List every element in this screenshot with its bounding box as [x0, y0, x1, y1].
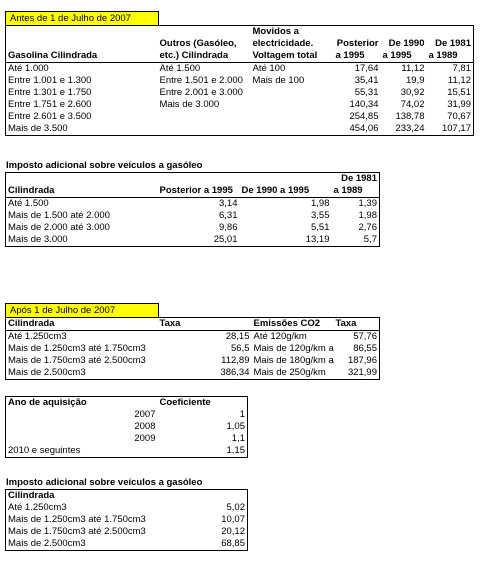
header-ano-aquisicao: Ano de aquisição — [8, 397, 87, 408]
header-cilindrada: Cilindrada — [8, 185, 55, 196]
table-row: Até 1.250cm3 5,02 — [8, 502, 245, 513]
table-row: Entre 1.001 e 1.300 Entre 1.501 e 2.000 Mais de 100 35,41 19,9 11,12 — [8, 75, 471, 86]
table-diesel-tax-after-2007 — [5, 489, 248, 551]
header-electric-line3: Voltagem total — [252, 50, 318, 61]
table-row: Até 1.500 3,14 1,98 1,39 — [6, 198, 380, 211]
table-row: Mais de 2.500cm3 68,85 — [8, 538, 245, 549]
banner-after-july-2007: Após 1 de Julho de 2007 — [5, 303, 159, 318]
table-row: Mais de 1.750cm3 até 2.500cm3 112,89 Mais de 180g/km a 187,96 — [8, 355, 377, 366]
table-acquisition-coefficient — [5, 396, 248, 458]
header-1990-line1: De 1990 — [388, 38, 425, 49]
header-electric-line1: Movidos a — [252, 26, 299, 37]
table-row: Mais de 2.000 até 3.000 9,86 5,51 2,76 — [8, 222, 377, 233]
table-row: Mais de 1.750cm3 até 2.500cm3 20,12 — [8, 526, 245, 537]
header-cilindrada: Cilindrada — [8, 490, 55, 501]
table-diesel-tax-before-2007 — [5, 172, 380, 247]
table-row: 2009 1,1 — [134, 433, 245, 444]
header-1990-line2: a 1995 — [382, 50, 412, 61]
header-gasoline: Gasolina Cilindrada — [8, 50, 98, 61]
table-row: Entre 1.751 e 2.600 Mais de 3.000 140,34 74,02 31,99 — [8, 99, 471, 110]
table-gasoline-tax-before-2007 — [5, 25, 474, 136]
header-1981-line2: a 1989 — [428, 50, 458, 61]
header-1981-line1: De 1981 — [341, 173, 377, 184]
table-row: Mais de 2.500cm3 386,34 Mais de 250g/km 321,99 — [8, 367, 377, 378]
table-tax-after-2007 — [5, 317, 380, 380]
header-coeficiente: Coeficiente — [159, 397, 211, 408]
table-row: 2007 1 — [134, 409, 245, 420]
table-row: Até 1.250cm3 28,15 Até 120g/km 57,76 — [6, 331, 380, 344]
header-1981-line2: a 1989 — [333, 185, 363, 196]
section-title-diesel-tax: Imposto adicional sobre veículos a gasóleo — [6, 160, 203, 171]
table-row: Mais de 1.250cm3 até 1.750cm3 10,07 — [8, 514, 245, 525]
table-row: 2008 1,05 — [134, 421, 245, 432]
banner-before-july-2007: Antes de 1 de Julho de 2007 — [5, 11, 159, 26]
header-posterior-line2: a 1995 — [335, 50, 365, 61]
table-row: Entre 1.301 e 1.750 Entre 2.001 e 3.000 55,31 30,92 15,51 — [8, 87, 471, 98]
table-row: 2010 e seguintes 1,15 — [8, 445, 245, 456]
header-1990-1995: De 1990 a 1995 — [241, 185, 310, 196]
table-row: Entre 2.601 e 3.500 254,85 138,78 70,67 — [8, 111, 471, 122]
header-posterior-line1: Posterior — [336, 38, 379, 49]
header-emissoes-co2: Emissões CO2 — [253, 318, 321, 329]
header-taxa: Taxa — [159, 318, 181, 329]
header-others-line1: Outros (Gasóleo, — [159, 38, 237, 49]
header-taxa-co2: Taxa — [335, 318, 357, 329]
table-row: Mais de 3.000 25,01 13,19 5,7 — [8, 234, 377, 245]
header-cilindrada: Cilindrada — [8, 318, 55, 329]
table-row: Até 1.000 Até 1.500 Até 100 17,64 11,12 7,81 — [6, 63, 474, 76]
table-row: Mais de 1.250cm3 até 1.750cm3 56,5 Mais de 120g/km a 86,55 — [8, 343, 377, 354]
section-title-diesel-tax-after: Imposto adicional sobre veículos a gasóleo — [6, 477, 203, 488]
table-row: Mais de 1.500 até 2.000 6,31 3,55 1,98 — [8, 210, 377, 221]
header-electric-line2: electricidade. — [252, 38, 314, 49]
table-row: Mais de 3.500 454,06 233,24 107,17 — [8, 123, 471, 134]
header-others-line2: etc.) Cilindrada — [159, 50, 229, 61]
header-1981-line1: De 1981 — [435, 38, 471, 49]
header-posterior-1995: Posterior a 1995 — [159, 185, 233, 196]
